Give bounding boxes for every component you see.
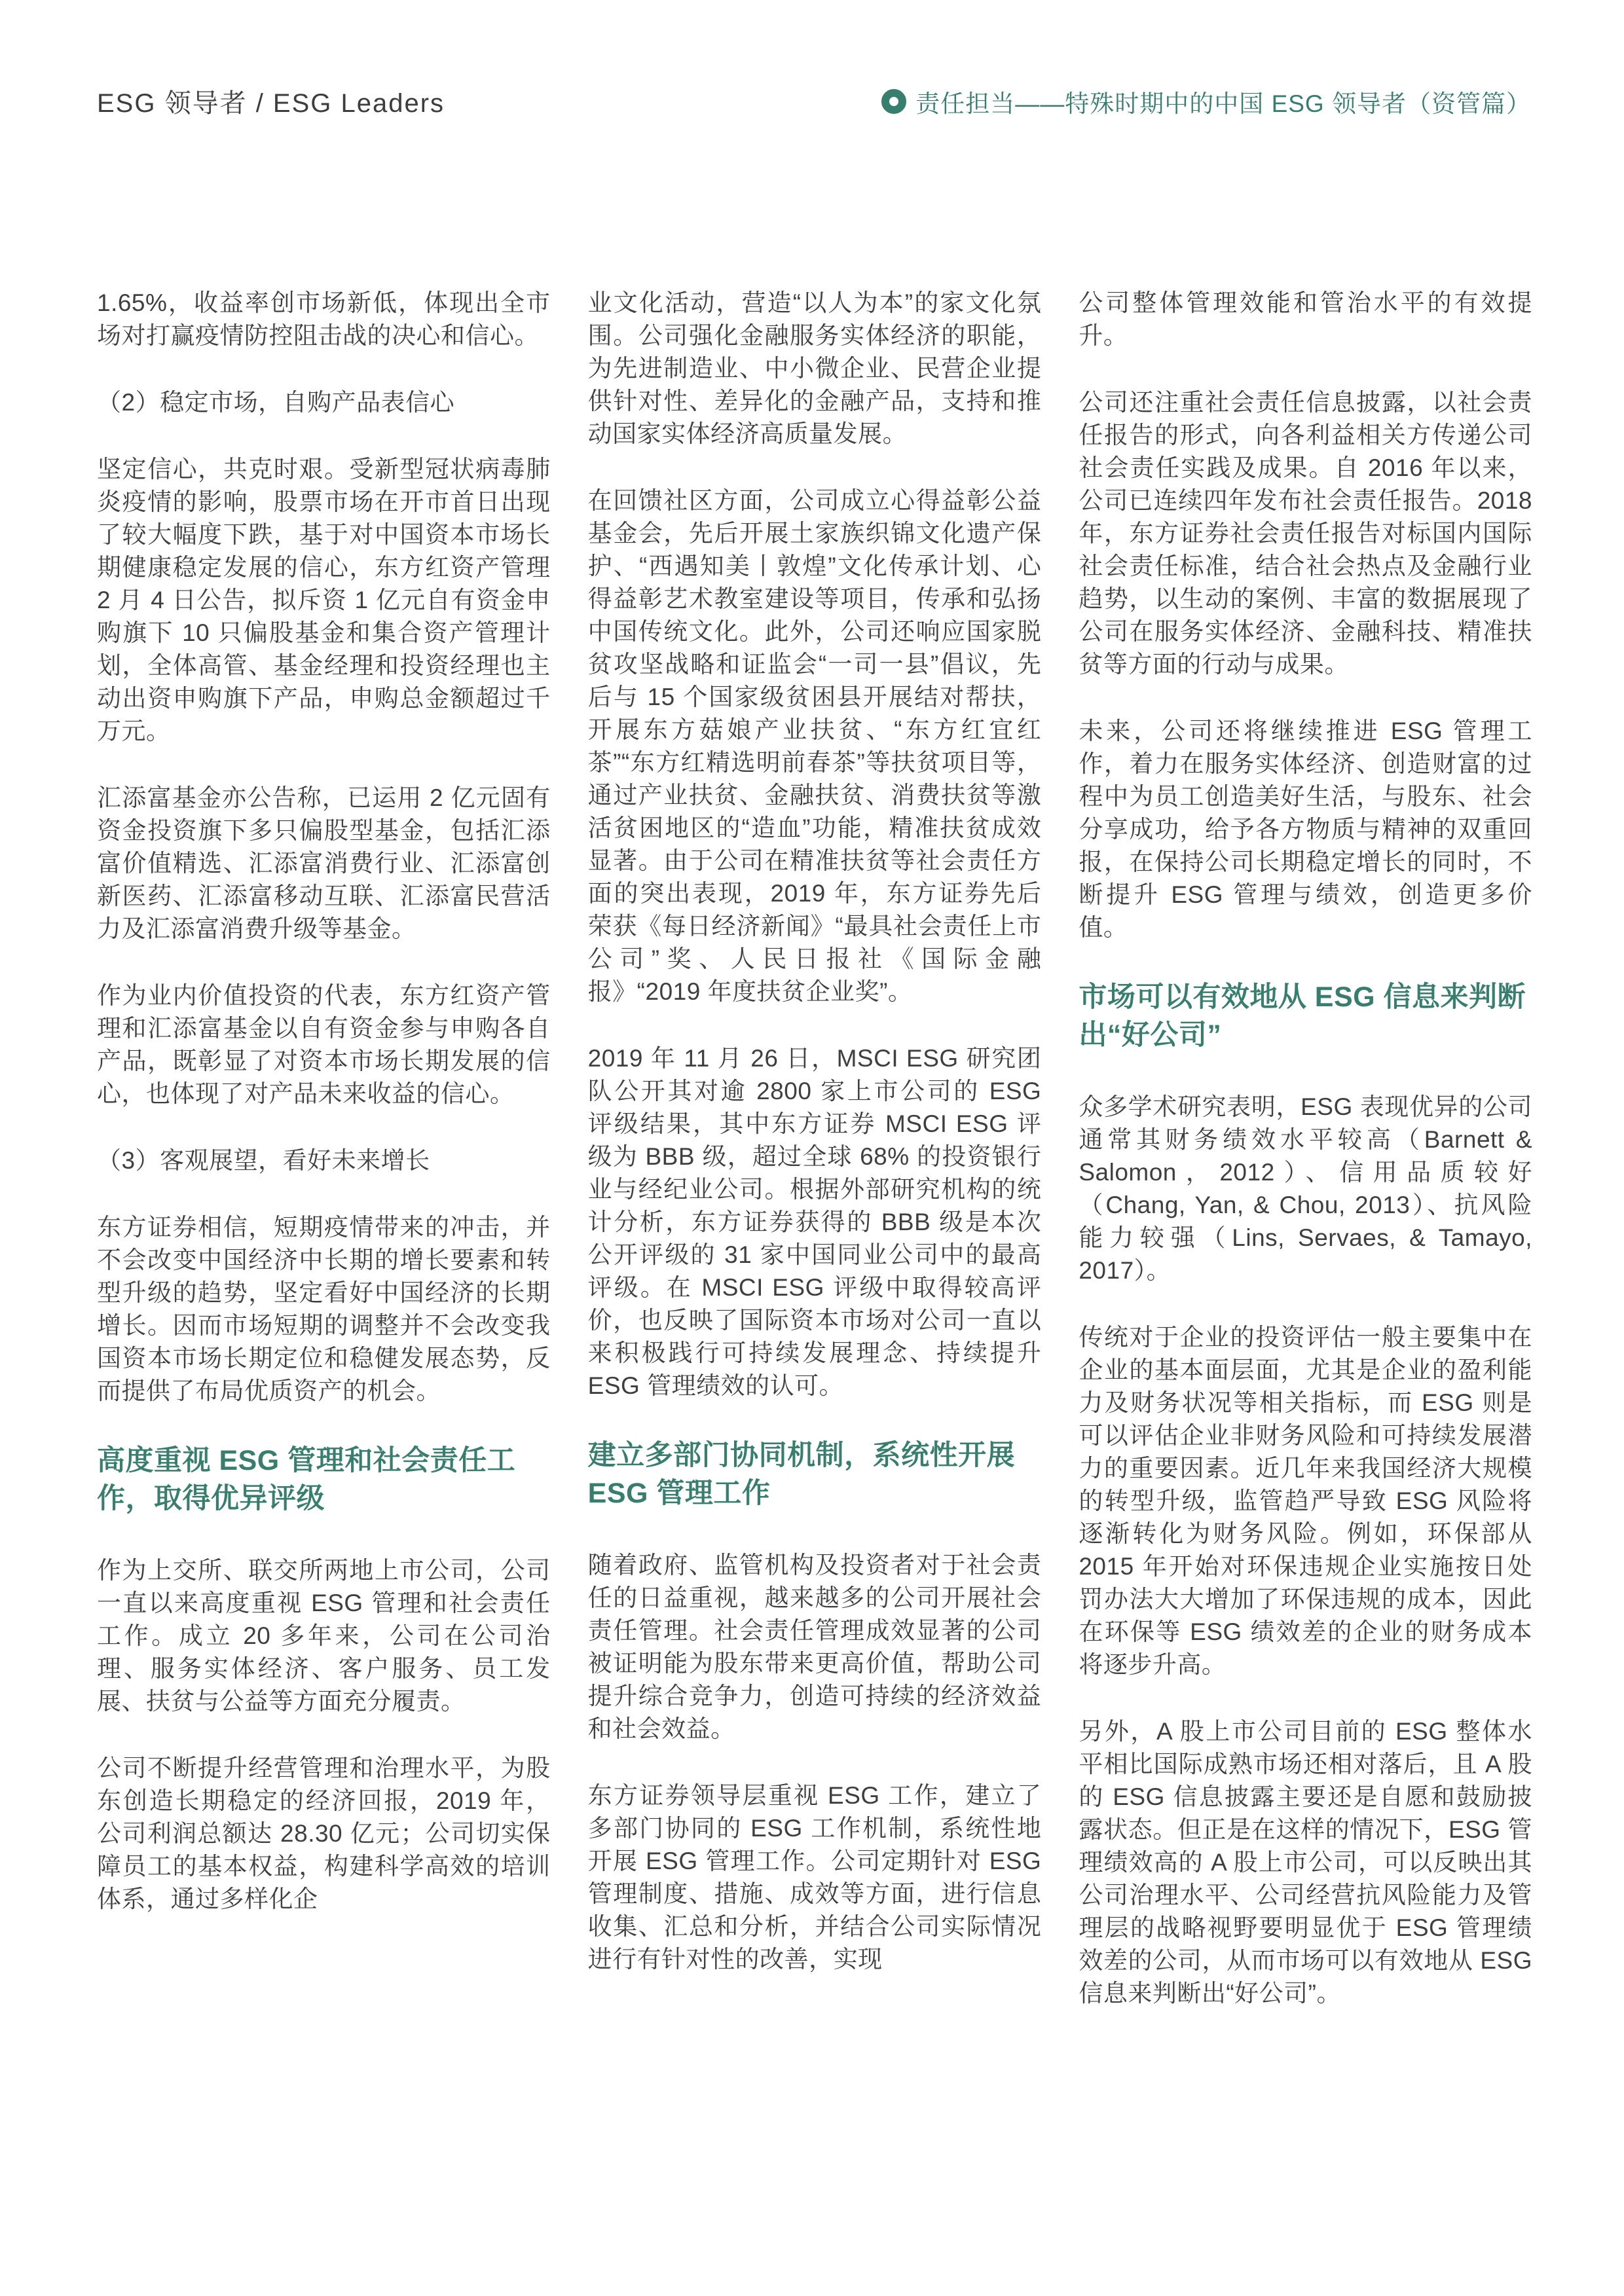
- issue-title-text: 责任担当——特殊时期中的中国 ESG 领导者（资管篇）: [915, 90, 1531, 117]
- section-heading: 高度重视 ESG 管理和社会责任工作，取得优异评级: [97, 1445, 516, 1514]
- section-label: ESG 领导者 / ESG Leaders: [97, 89, 445, 118]
- paragraph: 众多学术研究表明，ESG 表现优异的公司通常其财务绩效水平较高（Barnett & Salomon，2012）、信用品质较好（Chang, Yan, & Chou, 2013）、抗风险能力较强（Lins, Servaes, & Tamayo, 2017）。: [1079, 1093, 1533, 1284]
- paragraph: 东方证券领导层重视 ESG 工作，建立了多部门协同的 ESG 工作机制，系统性地开展 ESG 管理工作。公司定期针对 ESG 管理制度、措施、成效等方面，进行信息收集、汇总和分析，并结合公司实际情况进行有针对性的改善，实现: [587, 1782, 1042, 1973]
- section-heading: 建立多部门协同机制，系统性开展 ESG 管理工作: [587, 1440, 1016, 1509]
- paragraph: 2019 年 11 月 26 日，MSCI ESG 研究团队公开其对逾 2800 家上市公司的 ESG 评级结果，其中东方证券 MSCI ESG 评级为 BBB 级，超过全球 68% 的投资银行业与经纪业公司。根据外部研究机构的统计分析，东方证券获得的 BBB 级是本次公开评级的 31 家中国同业公司中的最高评级。在 MSCI ESG 评级中取得较高评价，也反映了国际资本市场对公司一直以来积极践行可持续发展理念、持续提升 ESG 管理绩效的认可。: [587, 1045, 1042, 1399]
- ring-icon: [881, 89, 906, 114]
- paragraph: 传统对于企业的投资评估一般主要集中在企业的基本面层面，尤其是企业的盈利能力及财务状况等相关指标，而 ESG 则是可以评估企业非财务风险和可持续发展潜力的重要因素。近几年来我国经济大规模的转型升级，监管趋严导致 ESG 风险将逐渐转化为财务风险。例如，环保部从 2015 年开始对环保违规企业实施按日处罚办法大大增加了环保违规的成本，因此在环保等 ESG 绩效差的企业的财务成本将逐步升高。: [1079, 1324, 1533, 1678]
- paragraph: 汇添富基金亦公告称，已运用 2 亿元固有资金投资旗下多只偏股型基金，包括汇添富价值精选、汇添富消费行业、汇添富创新医药、汇添富移动互联、汇添富民营活力及汇添富消费升级等基金。: [97, 784, 551, 942]
- paragraph: 作为业内价值投资的代表，东方红资产管理和汇添富基金以自有资金参与申购各自产品，既彰显了对资本市场长期发展的信心，也体现了对产品未来收益的信心。: [97, 982, 551, 1107]
- paragraph: 坚定信心，共克时艰。受新型冠状病毒肺炎疫情的影响，股票市场在开市首日出现了较大幅度下跌，基于对中国资本市场长期健康稳定发展的信心，东方红资产管理 2 月 4 日公告，拟斥资 1 亿元自有资金申购旗下 10 只偏股基金和集合资产管理计划，全体高管、基金经理和投资经理也主动出资申购旗下产品，申购总金额超过千万元。: [97, 456, 551, 744]
- paragraph: 作为上交所、联交所两地上市公司，公司一直以来高度重视 ESG 管理和社会责任工作。成立 20 多年来，公司在公司治理、服务实体经济、客户服务、员工发展、扶贫与公益等方面充分履责。: [97, 1557, 551, 1715]
- paragraph: 在回馈社区方面，公司成立心得益彰公益基金会，先后开展土家族织锦文化遗产保护、“西遇知美丨敦煌”文化传承计划、心得益彰艺术教室建设等项目，传承和弘扬中国传统文化。此外，公司还响应国家脱贫攻坚战略和证监会“一司一县”倡议，先后与 15 个国家级贫困县开展结对帮扶，开展东方菇娘产业扶贫、“东方红宜红茶”“东方红精选明前春茶”等扶贫项目等，通过产业扶贫、金融扶贫、消费扶贫等激活贫困地区的“造血”功能，精准扶贫成效显著。由于公司在精准扶贫等社会责任方面的突出表现，2019 年，东方证券先后荣获《每日经济新闻》“最具社会责任上市公司”奖、人民日报社《国际金融报》“2019 年度扶贫企业奖”。: [587, 487, 1042, 1005]
- paragraph: 业文化活动，营造“以人为本”的家文化氛围。公司强化金融服务实体经济的职能，为先进制造业、中小微企业、民营企业提供针对性、差异化的金融产品，支持和推动国家实体经济高质量发展。: [587, 289, 1042, 447]
- column-1: [97, 287, 551, 2044]
- list-subheading: （3）客观展望，看好未来增长: [97, 1147, 430, 1174]
- column-3: [1079, 287, 1532, 2044]
- paragraph: 公司还注重社会责任信息披露，以社会责任报告的形式，向各利益相关方传递公司社会责任实践及成果。自 2016 年以来，公司已连续四年发布社会责任报告。2018 年，东方证券社会责任报告对标国内国际社会责任标准，结合社会热点及金融行业趋势，以生动的案例、丰富的数据展现了公司在服务实体经济、金融科技、精准扶贫等方面的行动与成果。: [1079, 389, 1533, 678]
- list-subheading: （2）稳定市场，自购产品表信心: [97, 389, 455, 416]
- paragraph: 东方证券相信，短期疫情带来的冲击，并不会改变中国经济中长期的增长要素和转型升级的趋势，坚定看好中国经济的长期增长。因而市场短期的调整并不会改变我国资本市场长期定位和稳健发展态势，反而提供了布局优质资产的机会。: [97, 1214, 551, 1404]
- issue-title: [881, 84, 1531, 119]
- column-2: [588, 287, 1042, 2044]
- page-header: [97, 82, 1531, 120]
- paragraph: 随着政府、监管机构及投资者对于社会责任的日益重视，越来越多的公司开展社会责任管理。社会责任管理成效显著的公司被证明能为股东带来更高价值，帮助公司提升综合竞争力，创造可持续的经济效益和社会效益。: [587, 1552, 1042, 1742]
- section-heading: 市场可以有效地从 ESG 信息来判断出“好公司”: [1079, 981, 1526, 1051]
- paragraph: 另外，A 股上市公司目前的 ESG 整体水平相比国际成熟市场还相对落后，且 A 股的 ESG 信息披露主要还是自愿和鼓励披露状态。但正是在这样的情况下，ESG 管理绩效高的 A 股上市公司，可以反映出其公司治理水平、公司经营抗风险能力及管理层的战略视野要明显优于 ESG 管理绩效差的公司，从而市场可以有效地从 ESG 信息来判断出“好公司”。: [1079, 1718, 1533, 2007]
- article-body: [97, 287, 1532, 2044]
- paragraph: 公司不断提升经营管理和治理水平，为股东创造长期稳定的经济回报，2019 年，公司利润总额达 28.30 亿元；公司切实保障员工的基本权益，构建科学高效的培训体系，通过多样化企: [97, 1755, 551, 1912]
- paragraph: 公司整体管理效能和管治水平的有效提升。: [1079, 289, 1533, 349]
- paragraph: 1.65%，收益率创市场新低，体现出全市场对打赢疫情防控阻击战的决心和信心。: [97, 289, 551, 349]
- paragraph: 未来，公司还将继续推进 ESG 管理工作，着力在服务实体经济、创造财富的过程中为员工创造美好生活，与股东、社会分享成功，给予各方物质与精神的双重回报，在保持公司长期稳定增长的同时，不断提升 ESG 管理与绩效，创造更多价值。: [1079, 718, 1533, 941]
